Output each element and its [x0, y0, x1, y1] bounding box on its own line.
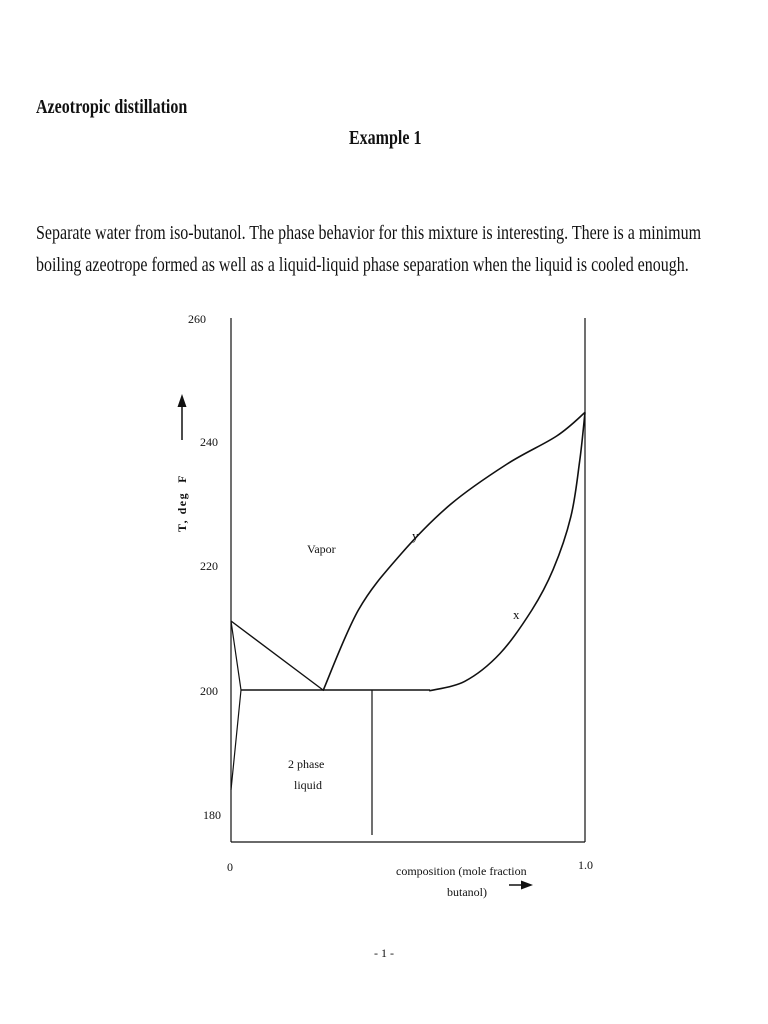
- chart-frame: [231, 318, 585, 842]
- phase-boundaries: [231, 621, 430, 835]
- vapor-curve-y: [323, 412, 585, 690]
- water-rich-liquid-boundary: [231, 690, 241, 790]
- y-tick-label: 220: [200, 559, 218, 573]
- water-rich-liquid-boundary: [231, 621, 241, 690]
- liquid-curve-x: [429, 412, 585, 690]
- y-tick-label: 180: [203, 808, 221, 822]
- vapor-region-label: Vapor: [307, 542, 336, 556]
- series-label-x: x: [513, 607, 520, 622]
- water-rich-dew-line: [231, 621, 323, 690]
- y-tick-label: 260: [188, 312, 206, 326]
- y-tick-label: 240: [200, 435, 218, 449]
- paragraph-line-2: boiling azeotrope formed as well as a liquid-liquid phase separation when the liquid is cooled enough.: [36, 255, 689, 276]
- x-axis-label-line-2: butanol): [447, 885, 487, 899]
- example-heading: Example 1: [349, 127, 422, 149]
- y-tick-label: 200: [200, 684, 218, 698]
- two-phase-region-label-2: liquid: [294, 778, 323, 792]
- x-tick-label: 1.0: [578, 858, 593, 872]
- paragraph-line-1: Separate water from iso-butanol. The phase behavior for this mixture is interesting. There is a minimum: [36, 223, 702, 244]
- page-number: - 1 -: [374, 946, 394, 960]
- series-label-y: y: [412, 528, 419, 543]
- section-heading: Azeotropic distillation: [36, 96, 188, 118]
- arrow-up-icon: [178, 394, 187, 440]
- y-tick-labels: [188, 312, 221, 822]
- y-axis-label: T, deg F: [175, 474, 189, 532]
- x-axis-label-line-1: composition (mole fraction: [396, 864, 527, 878]
- arrow-right-icon: [509, 881, 533, 890]
- x-tick-label: 0: [227, 860, 233, 874]
- two-phase-region-label-1: 2 phase: [288, 757, 325, 771]
